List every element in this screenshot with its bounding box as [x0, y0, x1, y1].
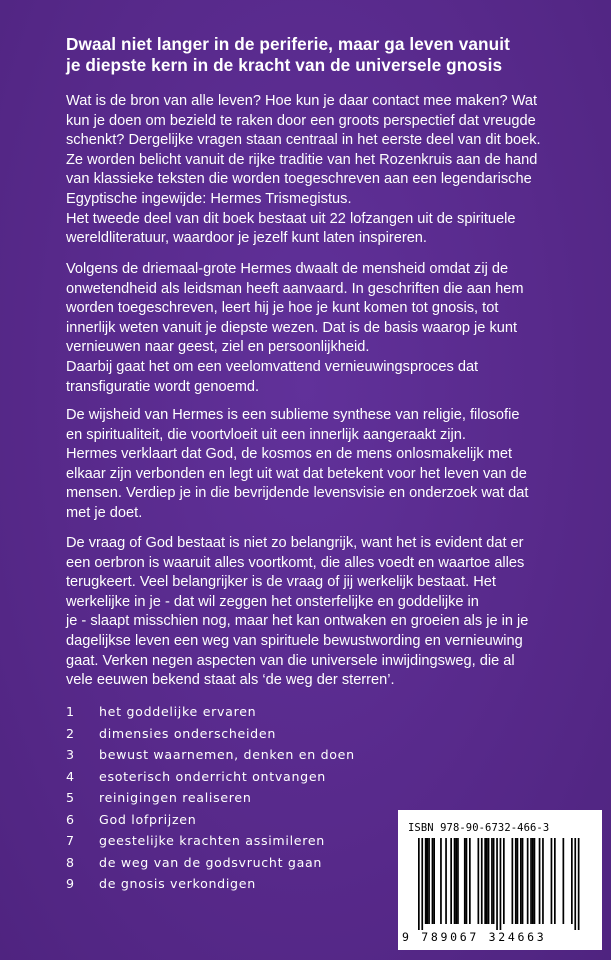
barcode-bar [522, 838, 524, 924]
text-line: elkaar zijn verbonden en legt uit wat dat betekent voor het leven van de [66, 465, 527, 482]
text-line: Daarbij gaat het om een veelomvattend vernieuwingsproces dat [66, 358, 479, 375]
barcode-bar [527, 838, 529, 924]
headline [66, 34, 586, 76]
list-number: 1 [66, 704, 75, 719]
text-line: een oerbron is waaruit alles voortkomt, die alles voedt en waartoe alles [66, 554, 525, 571]
barcode-bar [520, 838, 522, 924]
headline-line: je diepste kern in de kracht van de universele gnosis [66, 55, 503, 75]
barcode-bar [481, 838, 483, 924]
text-line: kun je doen om bezield te raken door een groots perspectief dat vreugde [66, 112, 536, 129]
list-item [66, 830, 386, 852]
barcode-bar [512, 838, 514, 924]
barcode-bar [515, 838, 517, 924]
text-line: De vraag of God bestaat is niet zo belangrijk, want het is evident dat er [66, 535, 524, 551]
ean-digits: 9 789067 324663 [402, 930, 547, 944]
text-line: Hermes verklaart dat God, de kosmos en de mens onlosmakelijk met [66, 446, 513, 463]
text-line: Ze worden belicht vanuit de rijke traditie van het Rozenkruis aan de hand [66, 151, 538, 168]
list-item [66, 852, 386, 874]
barcode-bar [574, 838, 576, 930]
barcode-bar [454, 838, 456, 924]
barcode-bar [428, 838, 430, 924]
text-line: werkelijke in je - dat wil zeggen het onsterfelijke en goddelijke in [66, 593, 479, 610]
barcode-image [402, 838, 598, 930]
barcode-bar [493, 838, 495, 924]
list-number: 2 [66, 725, 75, 741]
barcode-bar [455, 838, 457, 924]
text-line: innerlijk weten vanuit je diepste wezen. Dat is de basis waarop je kunt [66, 319, 518, 336]
barcode-bar [532, 838, 534, 924]
barcode-bar [445, 838, 447, 924]
isbn-label: ISBN 978-90-6732-466-3 [408, 822, 550, 834]
list-text: esoterisch onderricht ontvangen [99, 768, 326, 784]
barcode-bar [432, 838, 434, 924]
barcode-bar [464, 838, 466, 924]
text-line: je - slaapt misschien nog, maar het kan ontwaken en groeien als je in je [66, 613, 529, 630]
text-line: met je doet. [66, 504, 143, 521]
text-line: Egyptische ingewijde: Hermes Trismegistus. [66, 190, 352, 207]
list-item [66, 701, 386, 723]
list-text: dimensies onderscheiden [99, 725, 277, 741]
barcode-bar [427, 838, 429, 924]
list-item [66, 723, 386, 745]
barcode-bar [578, 838, 580, 930]
list-text: God lofprijzen [99, 811, 197, 827]
text-line: transfiguratie wordt genoemd. [66, 378, 260, 395]
text-line: De wijsheid van Hermes is een sublieme synthese van religie, filosofie [66, 407, 520, 423]
barcode-bar [421, 838, 423, 930]
barcode-bar [539, 838, 541, 924]
barcode-bar [554, 838, 556, 924]
text-line: Het tweede deel van dit boek bestaat uit 22 lofzangen uit de spirituele [66, 210, 516, 227]
barcode-bar [491, 838, 493, 924]
list-number: 4 [66, 768, 75, 784]
barcode-bar [440, 838, 442, 924]
paragraph-intro [66, 92, 606, 249]
list-number: 3 [66, 747, 75, 762]
barcode-bar [571, 838, 573, 924]
barcode-bar [466, 838, 468, 924]
text-line: Volgens de driemaal-grote Hermes dwaalt de mensheid omdat zij de [66, 261, 509, 277]
list-number: 6 [66, 811, 75, 827]
text-line: onwetendheid als leidsman heeft aanvaard. In geschriften die aan hem [66, 280, 524, 297]
barcode-bar [496, 838, 498, 930]
list-number: 9 [66, 876, 75, 891]
barcode-bar [534, 838, 536, 924]
list-text: de gnosis verkondigen [99, 876, 256, 891]
barcode-bar [563, 838, 565, 924]
list-number: 5 [66, 790, 75, 805]
barcode-bar [542, 838, 544, 924]
text-line: gaat. Verken negen aspecten van die universele inwijdingsweg, die al [66, 652, 515, 669]
list-text: het goddelijke ervaren [99, 704, 257, 719]
barcode-bar [457, 838, 459, 924]
barcode-bar [517, 838, 519, 924]
text-line: dagelijkse leven een weg van spirituele bewustwording en vernieuwing [66, 632, 523, 649]
text-line: vele eeuwen bekend staat als ‘de weg der sterren’. [66, 672, 395, 689]
list-number: 8 [66, 854, 75, 870]
list-item [66, 873, 386, 895]
barcode-bar [478, 838, 480, 924]
paragraph-hermes [66, 260, 606, 397]
list-item [66, 787, 386, 809]
barcode-bar [503, 838, 505, 924]
list-number: 7 [66, 833, 75, 848]
isbn-barcode-box [398, 810, 602, 950]
barcode-bar [450, 838, 452, 924]
text-line: Wat is de bron van alle leven? Hoe kun je daar contact mee maken? Wat [66, 93, 538, 109]
barcode-bar [530, 838, 532, 924]
text-line: wereldliteratuur, waardoor je jezelf kunt laten inspireren. [66, 230, 427, 247]
list-item [66, 766, 386, 788]
barcode-bar [484, 838, 486, 924]
barcode-bar [488, 838, 490, 924]
text-line: schenkt? Dergelijke vragen staan centraal in het eerste deel van dit boek. [66, 132, 541, 149]
barcode-bar [500, 838, 502, 930]
text-line: van klassieke teksten die worden toegeschreven aan een legendarische [66, 171, 532, 188]
text-line: en spiritualiteit, die voortvloeit uit een innerlijk aangeraakt zijn. [66, 426, 466, 443]
barcode-bar [433, 838, 435, 924]
text-line: mensen. Verdiep je in die bevrijdende levensvisie en onderzoek wat dat [66, 485, 529, 502]
text-line: terugkeert. Veel belangrijker is de vraag of jij werkelijk bestaat. Het [66, 574, 496, 591]
barcode-bar [469, 838, 471, 924]
list-item [66, 744, 386, 766]
list-text: de weg van de godsvrucht gaan [99, 854, 323, 870]
aspects-list [66, 701, 386, 895]
list-text: reinigingen realiseren [99, 790, 252, 805]
barcode-bar [425, 838, 427, 924]
text-line: vernieuwen naar geest, ziel en persoonlijkheid. [66, 339, 370, 356]
barcode-bar [486, 838, 488, 924]
list-text: bewust waarnemen, denken en doen [99, 747, 355, 762]
list-item [66, 809, 386, 831]
paragraph-god-question [66, 534, 606, 691]
barcode-bar [418, 838, 420, 930]
barcode-bar [551, 838, 553, 924]
headline-line: Dwaal niet langer in de periferie, maar ga leven vanuit [66, 34, 510, 54]
list-text: geestelijke krachten assimileren [99, 833, 325, 848]
paragraph-wisdom [66, 406, 606, 524]
text-line: worden toegeschreven, leert hij je hoe je kunt komen tot gnosis, tot [66, 300, 499, 317]
